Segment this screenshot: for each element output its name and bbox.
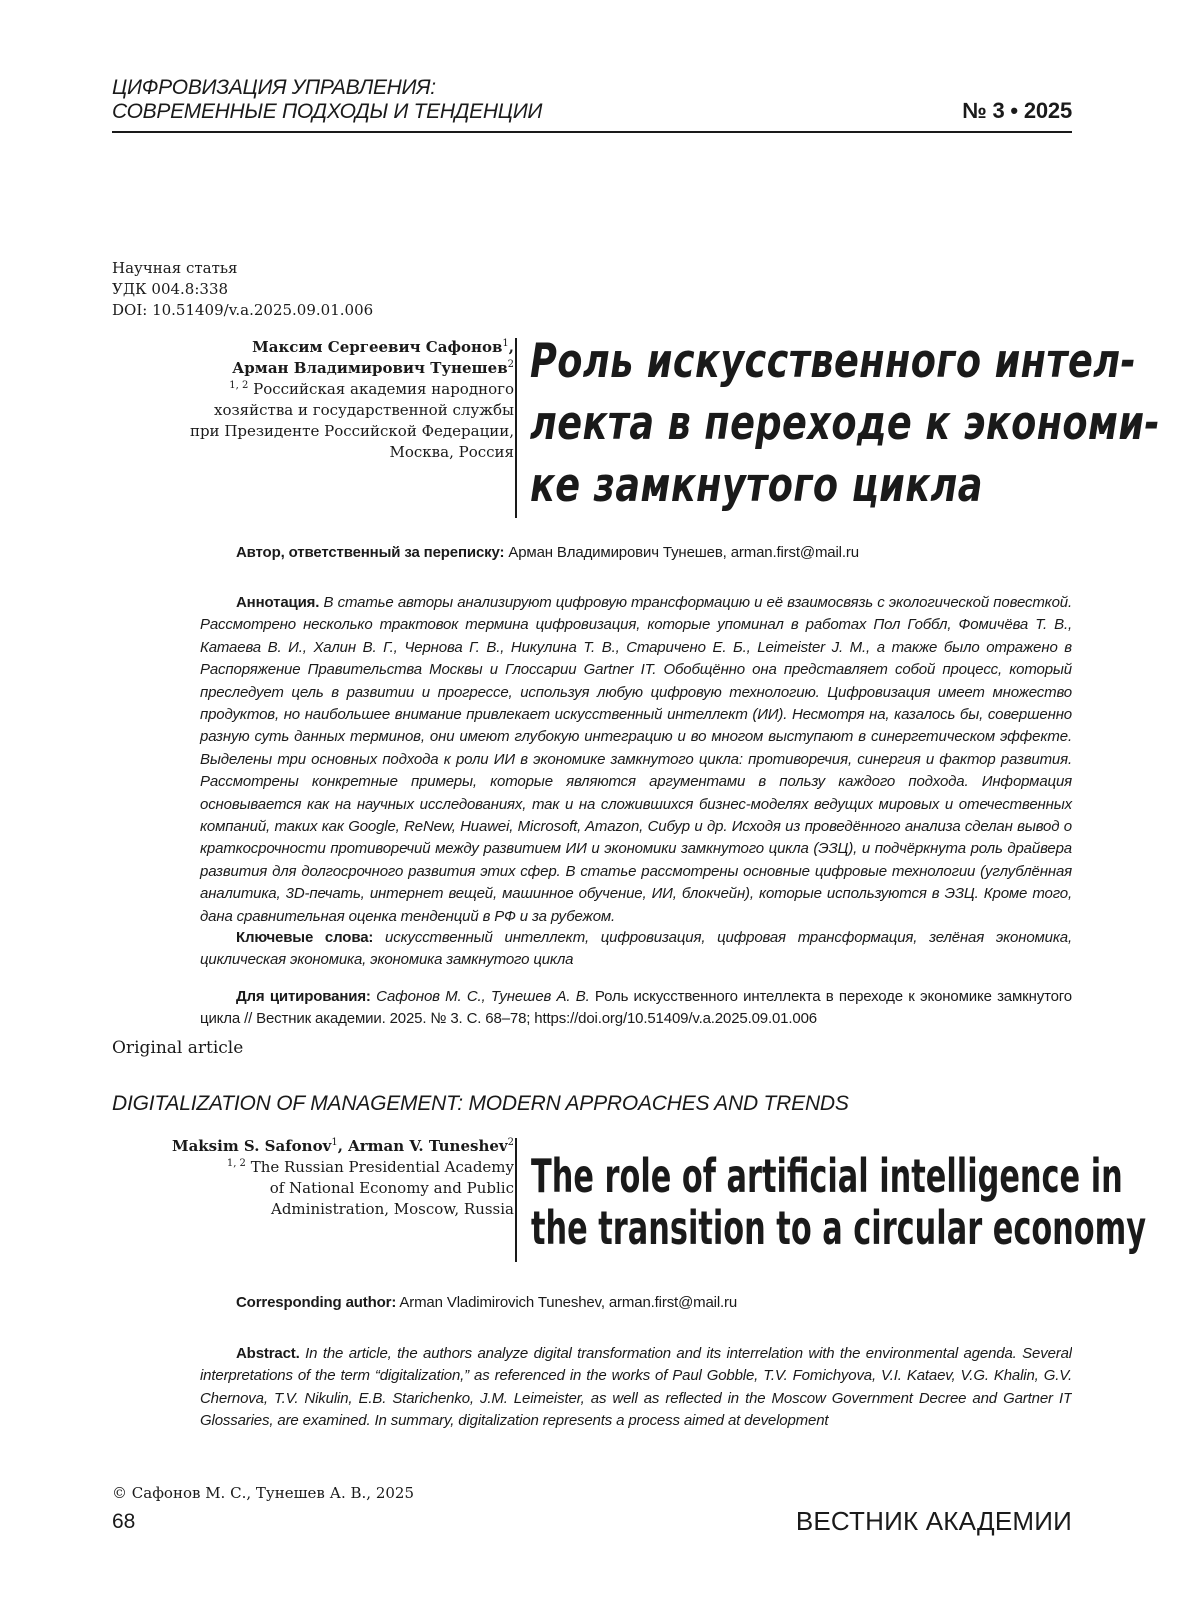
ru-corr-label: Автор, ответственный за переписку: (236, 544, 505, 561)
ru-cite-authors: Сафонов М. С., Тунешев А. В. (376, 988, 590, 1005)
ru-title-line-1: Роль искусственного интел- (530, 334, 1137, 389)
ru-article-title (530, 331, 1160, 517)
en-journal-section: DIGITALIZATION OF MANAGEMENT: MODERN APPROACHES AND TRENDS (112, 1092, 849, 1115)
header-divider (112, 131, 1072, 133)
en-affil-line-3: Administration, Moscow, Russia (270, 1200, 514, 1218)
ru-keywords-label: Ключевые слова: (236, 929, 374, 946)
page-number: 68 (112, 1510, 136, 1533)
ru-affil-line-3: при Президенте Российской Федерации, (189, 422, 514, 440)
en-corr-text: Arman Vladimirovich Tuneshev, arman.first@mail.ru (399, 1294, 738, 1311)
en-corr-label: Corresponding author: (236, 1294, 397, 1311)
footer-journal-name: ВЕСТНИК АКАДЕМИИ (795, 1506, 1072, 1536)
ru-affil-line-1 (190, 379, 514, 400)
en-abstract (200, 1343, 1072, 1454)
en-abstract-label: Abstract. (236, 1345, 300, 1362)
ru-cite-label: Для цитирования: (236, 988, 371, 1005)
ru-author-sep: , (508, 338, 514, 356)
copyright-notice: © Сафонов М. С., Тунешев А. В., 2025 (112, 1484, 415, 1502)
journal-title-line2: СОВРЕМЕННЫЕ ПОДХОДЫ И ТЕНДЕНЦИИ (112, 100, 543, 123)
issue-number: № 3 • 2025 (962, 98, 1072, 123)
journal-title-line1: ЦИФРОВИЗАЦИЯ УПРАВЛЕНИЯ: (112, 76, 436, 99)
en-author-2-name: Arman V. Tuneshev (348, 1137, 508, 1155)
en-article-title (531, 1150, 1146, 1254)
en-affil-text-1: The Russian Presidential Academy (250, 1158, 514, 1176)
en-author-sep: , (337, 1137, 349, 1155)
en-title-line-2: the transition to a circular economy (531, 1201, 1147, 1255)
ru-corr-text: Арман Владимирович Тунешев, arman.first@mail.ru (508, 544, 859, 561)
ru-keywords (200, 927, 1072, 972)
en-article-type: Original article (112, 1038, 244, 1058)
ru-abstract (200, 592, 1072, 928)
en-affil-line-2: of National Economy and Public (269, 1179, 514, 1197)
doi: DOI: 10.51409/v.a.2025.09.01.006 (112, 301, 374, 319)
udc-code: УДК 004.8:338 (112, 280, 229, 298)
en-title-line-1: The role of artificial intelligence in (531, 1149, 1123, 1203)
en-affil-line-1 (172, 1157, 514, 1178)
ru-citation (200, 986, 1072, 1031)
ru-affil-line-4: Москва, Россия (389, 443, 514, 461)
ru-cite-text: Роль искусственного интеллекта в переходе к экономике замкнутого цикла // Вестник академии. 2025. № 3. С. 68–78; https://doi.org/10.51409/v.a.2025.09.01.006 (200, 988, 1072, 1028)
en-authors-block (172, 1136, 514, 1220)
ru-keywords-text: искусственный интеллект, цифровизация, цифровая трансформация, зелёная экономика, циклическая экономика, экономика замкнутого цикла (200, 929, 1072, 969)
en-author-1-sup: 1 (331, 1137, 338, 1148)
en-authors (172, 1136, 514, 1157)
ru-author-1-name: Максим Сергеевич Сафонов (252, 338, 503, 356)
en-title-divider (515, 1138, 517, 1262)
ru-author-1-sup: 1 (502, 338, 509, 349)
ru-title-line-2: лекта в переходе к экономи- (530, 396, 1161, 451)
ru-author-2 (190, 358, 514, 379)
en-abstract-text: In the article, the authors analyze digital transformation and its interrelation with the environmental agenda. Several interpretations of the term “digitalization,” as referenced in the works of Paul Gobble, T.V. Fomichyova, V.I. Kataev, V.G. Khalin, G.V. Chernova, T.V. Nikulin, E.B. Starichenko, J.M. Leimeister, as well as reflected in the Moscow Government Decree and Gartner IT Glossaries, are examined. In summary, digitalization represents a process aimed at development (200, 1345, 1072, 1430)
ru-abstract-text: В статье авторы анализируют цифровую трансформацию и её взаимосвязь с экологической повесткой. Рассмотрено несколько трактовок термина цифровизация, которые упоминал в работах Пол Гоббл, Фомичёва Т. В., Катаева В. И., Халин В. Г., Чернова Г. В., Никулина Т. В., Старичено Е. Б., Leimeister J. M., а также было отражено в Распоряжение Правительства Москвы и Глоссарии Gartner IT. Обобщённо она представляет собой процесс, который преследует цель в развитии и прогрессе, используя любую цифровую технологию. Цифровизация имеет множество продуктов, но наибольшее внимание привлекает искусственный интеллект (ИИ). Несмотря на, казалось бы, совершенно разную суть данных терминов, они имеют глубокую интеграцию и во многом выступают в синергетическом эффекте. Выделены три основных подхода к роли ИИ в экономике замкнутого цикла: противоречия, синергия и фактор развития. Рассмотрены конкретные примеры, которые являются аргументами в пользу каждого подхода. Информация основывается как на научных исследованиях, так и на сложившихся бизнес-моделях ведущих мировых и отечественных компаний, таких как Google, ReNew, Huawei, Microsoft, Amazon, Сибур и др. Исходя из проведённого анализа сделан вывод о краткосрочности противоречий между развитием ИИ и экономики замкнутого цикла (ЭЗЦ), и подчёркнута роль драйвера развития для долгосрочного развития этих сфер. В статье рассмотрены основные цифровые технологии (углублённая аналитика, 3D-печать, интернет вещей, машинное обучение, ИИ, блокчейн), которые используются в ЭЗЦ. Кроме того, дана сравнительная оценка тенденций в РФ и за рубежом. (200, 594, 1072, 925)
ru-author-2-sup: 2 (507, 359, 514, 370)
ru-authors-block (190, 337, 514, 463)
ru-author-1 (190, 337, 514, 358)
en-author-1-name: Maksim S. Safonov (171, 1137, 332, 1155)
en-affil-sup: 1, 2 (226, 1158, 246, 1169)
ru-affil-text-1: Российская академия народного (253, 380, 514, 398)
ru-title-line-3: ке замкнутого цикла (530, 458, 983, 513)
ru-author-2-name: Арман Владимирович Тунешев (232, 359, 508, 377)
ru-title-divider (515, 338, 517, 518)
ru-affil-line-2: хозяйства и государственной службы (214, 401, 514, 419)
en-author-2-sup: 2 (507, 1137, 514, 1148)
ru-corresponding-author (236, 542, 1072, 564)
article-meta (112, 258, 373, 321)
article-type: Научная статья (112, 259, 238, 277)
running-header-journal-title (112, 76, 542, 124)
ru-abstract-label: Аннотация. (236, 594, 320, 611)
ru-affil-sup: 1, 2 (229, 380, 249, 391)
en-corresponding-author (236, 1292, 1072, 1314)
